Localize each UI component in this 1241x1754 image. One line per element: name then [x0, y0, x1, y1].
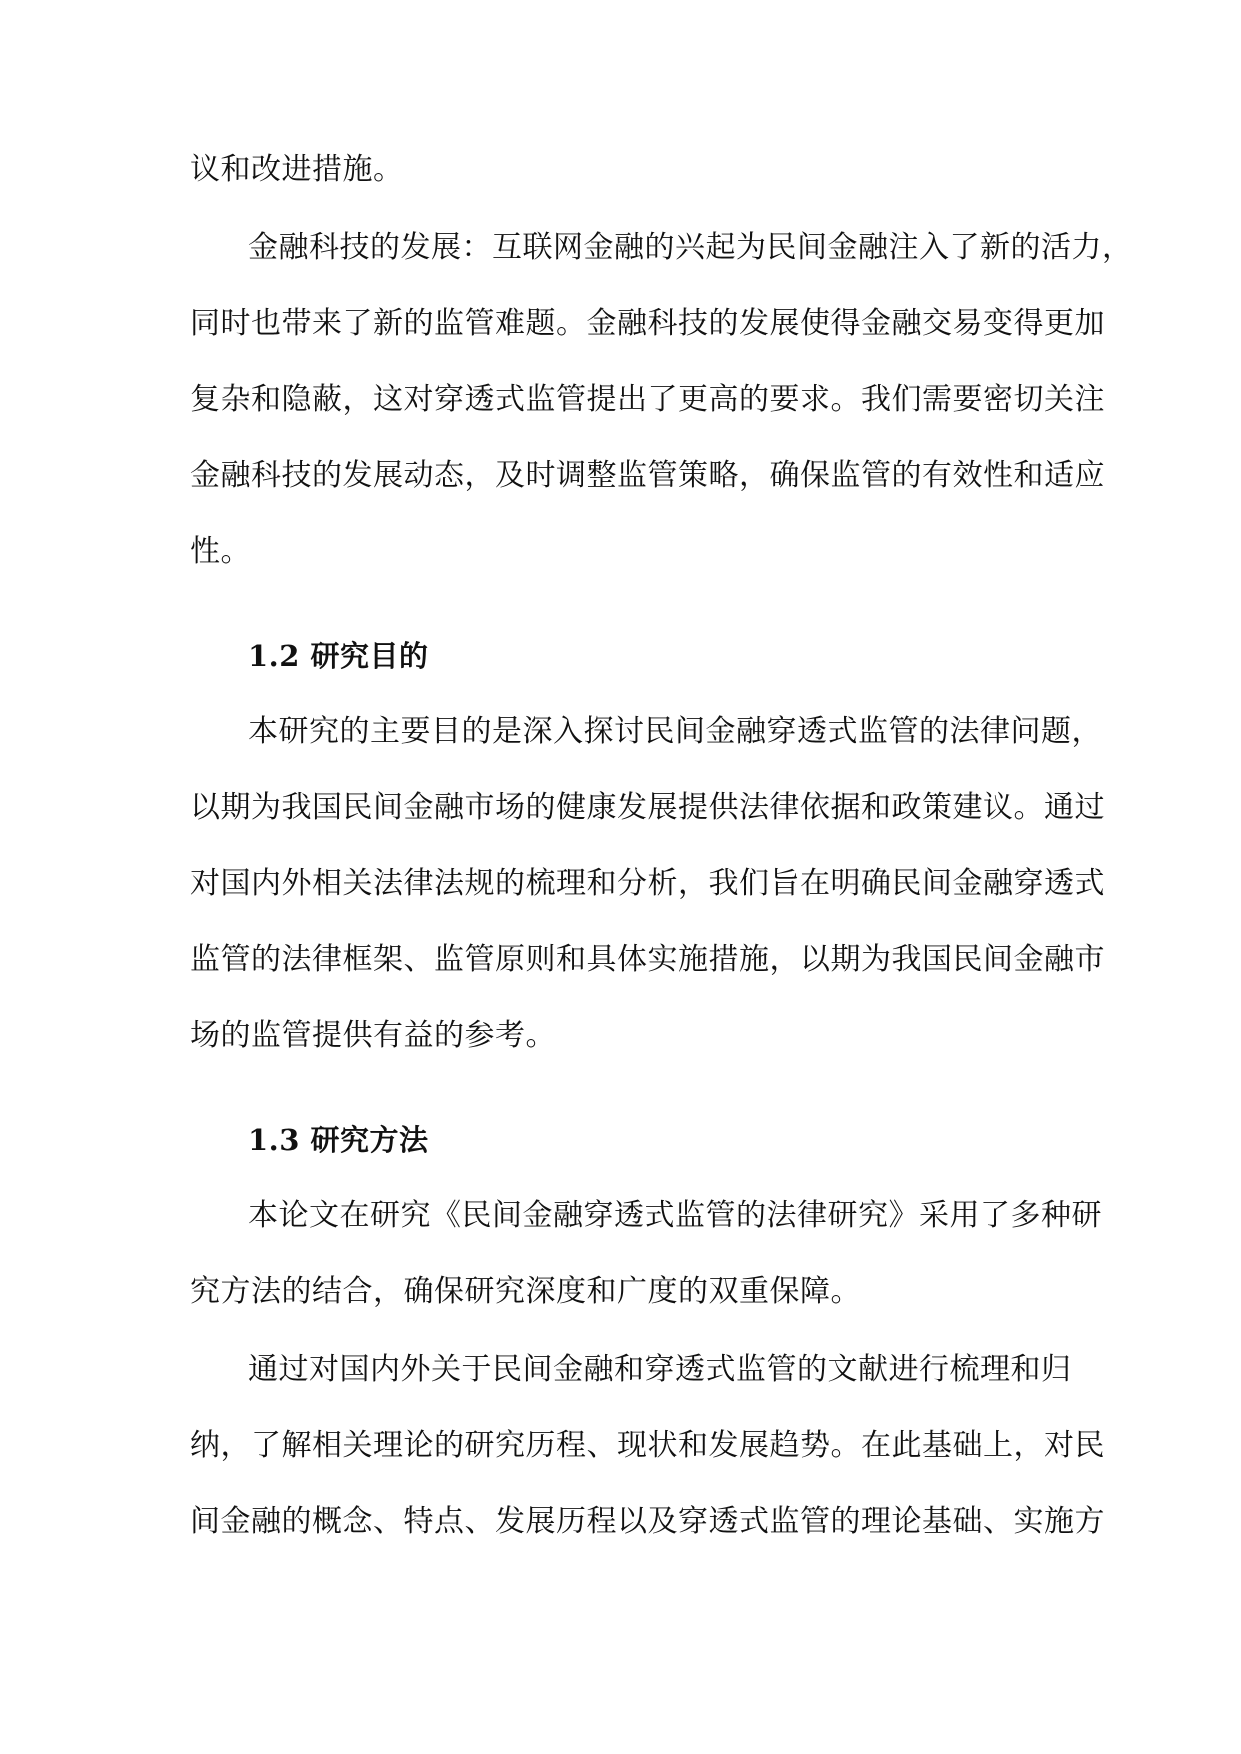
paragraph-line: 性。 — [190, 534, 251, 569]
paragraph-line: 议和改进措施。 — [190, 152, 404, 187]
paragraph-line: 间金融的概念、特点、发展历程以及穿透式监管的理论基础、实施方 — [190, 1504, 1105, 1539]
paragraph-line: 同时也带来了新的监管难题。金融科技的发展使得金融交易变得更加 — [190, 306, 1105, 341]
section-heading-1-3: 1.3 研究方法 — [248, 1123, 429, 1157]
paragraph-line: 监管的法律框架、监管原则和具体实施措施，以期为我国民间金融市 — [190, 942, 1105, 977]
paragraph-line: 本论文在研究《民间金融穿透式监管的法律研究》采用了多种研 — [248, 1198, 1102, 1233]
paragraph-line: 以期为我国民间金融市场的健康发展提供法律依据和政策建议。通过 — [190, 790, 1105, 825]
paragraph-line: 对国内外相关法律法规的梳理和分析，我们旨在明确民间金融穿透式 — [190, 866, 1105, 901]
section-heading-1-2: 1.2 研究目的 — [248, 639, 429, 673]
paragraph-line: 复杂和隐蔽，这对穿透式监管提出了更高的要求。我们需要密切关注 — [190, 382, 1105, 417]
paragraph-line: 纳，了解相关理论的研究历程、现状和发展趋势。在此基础上，对民 — [190, 1428, 1105, 1463]
paragraph-line: 通过对国内外关于民间金融和穿透式监管的文献进行梳理和归 — [248, 1352, 1072, 1387]
paragraph-line: 本研究的主要目的是深入探讨民间金融穿透式监管的法律问题， — [248, 714, 1102, 749]
paragraph-line: 金融科技的发展：互联网金融的兴起为民间金融注入了新的活力， — [248, 230, 1133, 265]
paragraph-line: 究方法的结合，确保研究深度和广度的双重保障。 — [190, 1274, 861, 1309]
paragraph-line: 场的监管提供有益的参考。 — [190, 1018, 556, 1053]
paragraph-line: 金融科技的发展动态，及时调整监管策略，确保监管的有效性和适应 — [190, 458, 1105, 493]
